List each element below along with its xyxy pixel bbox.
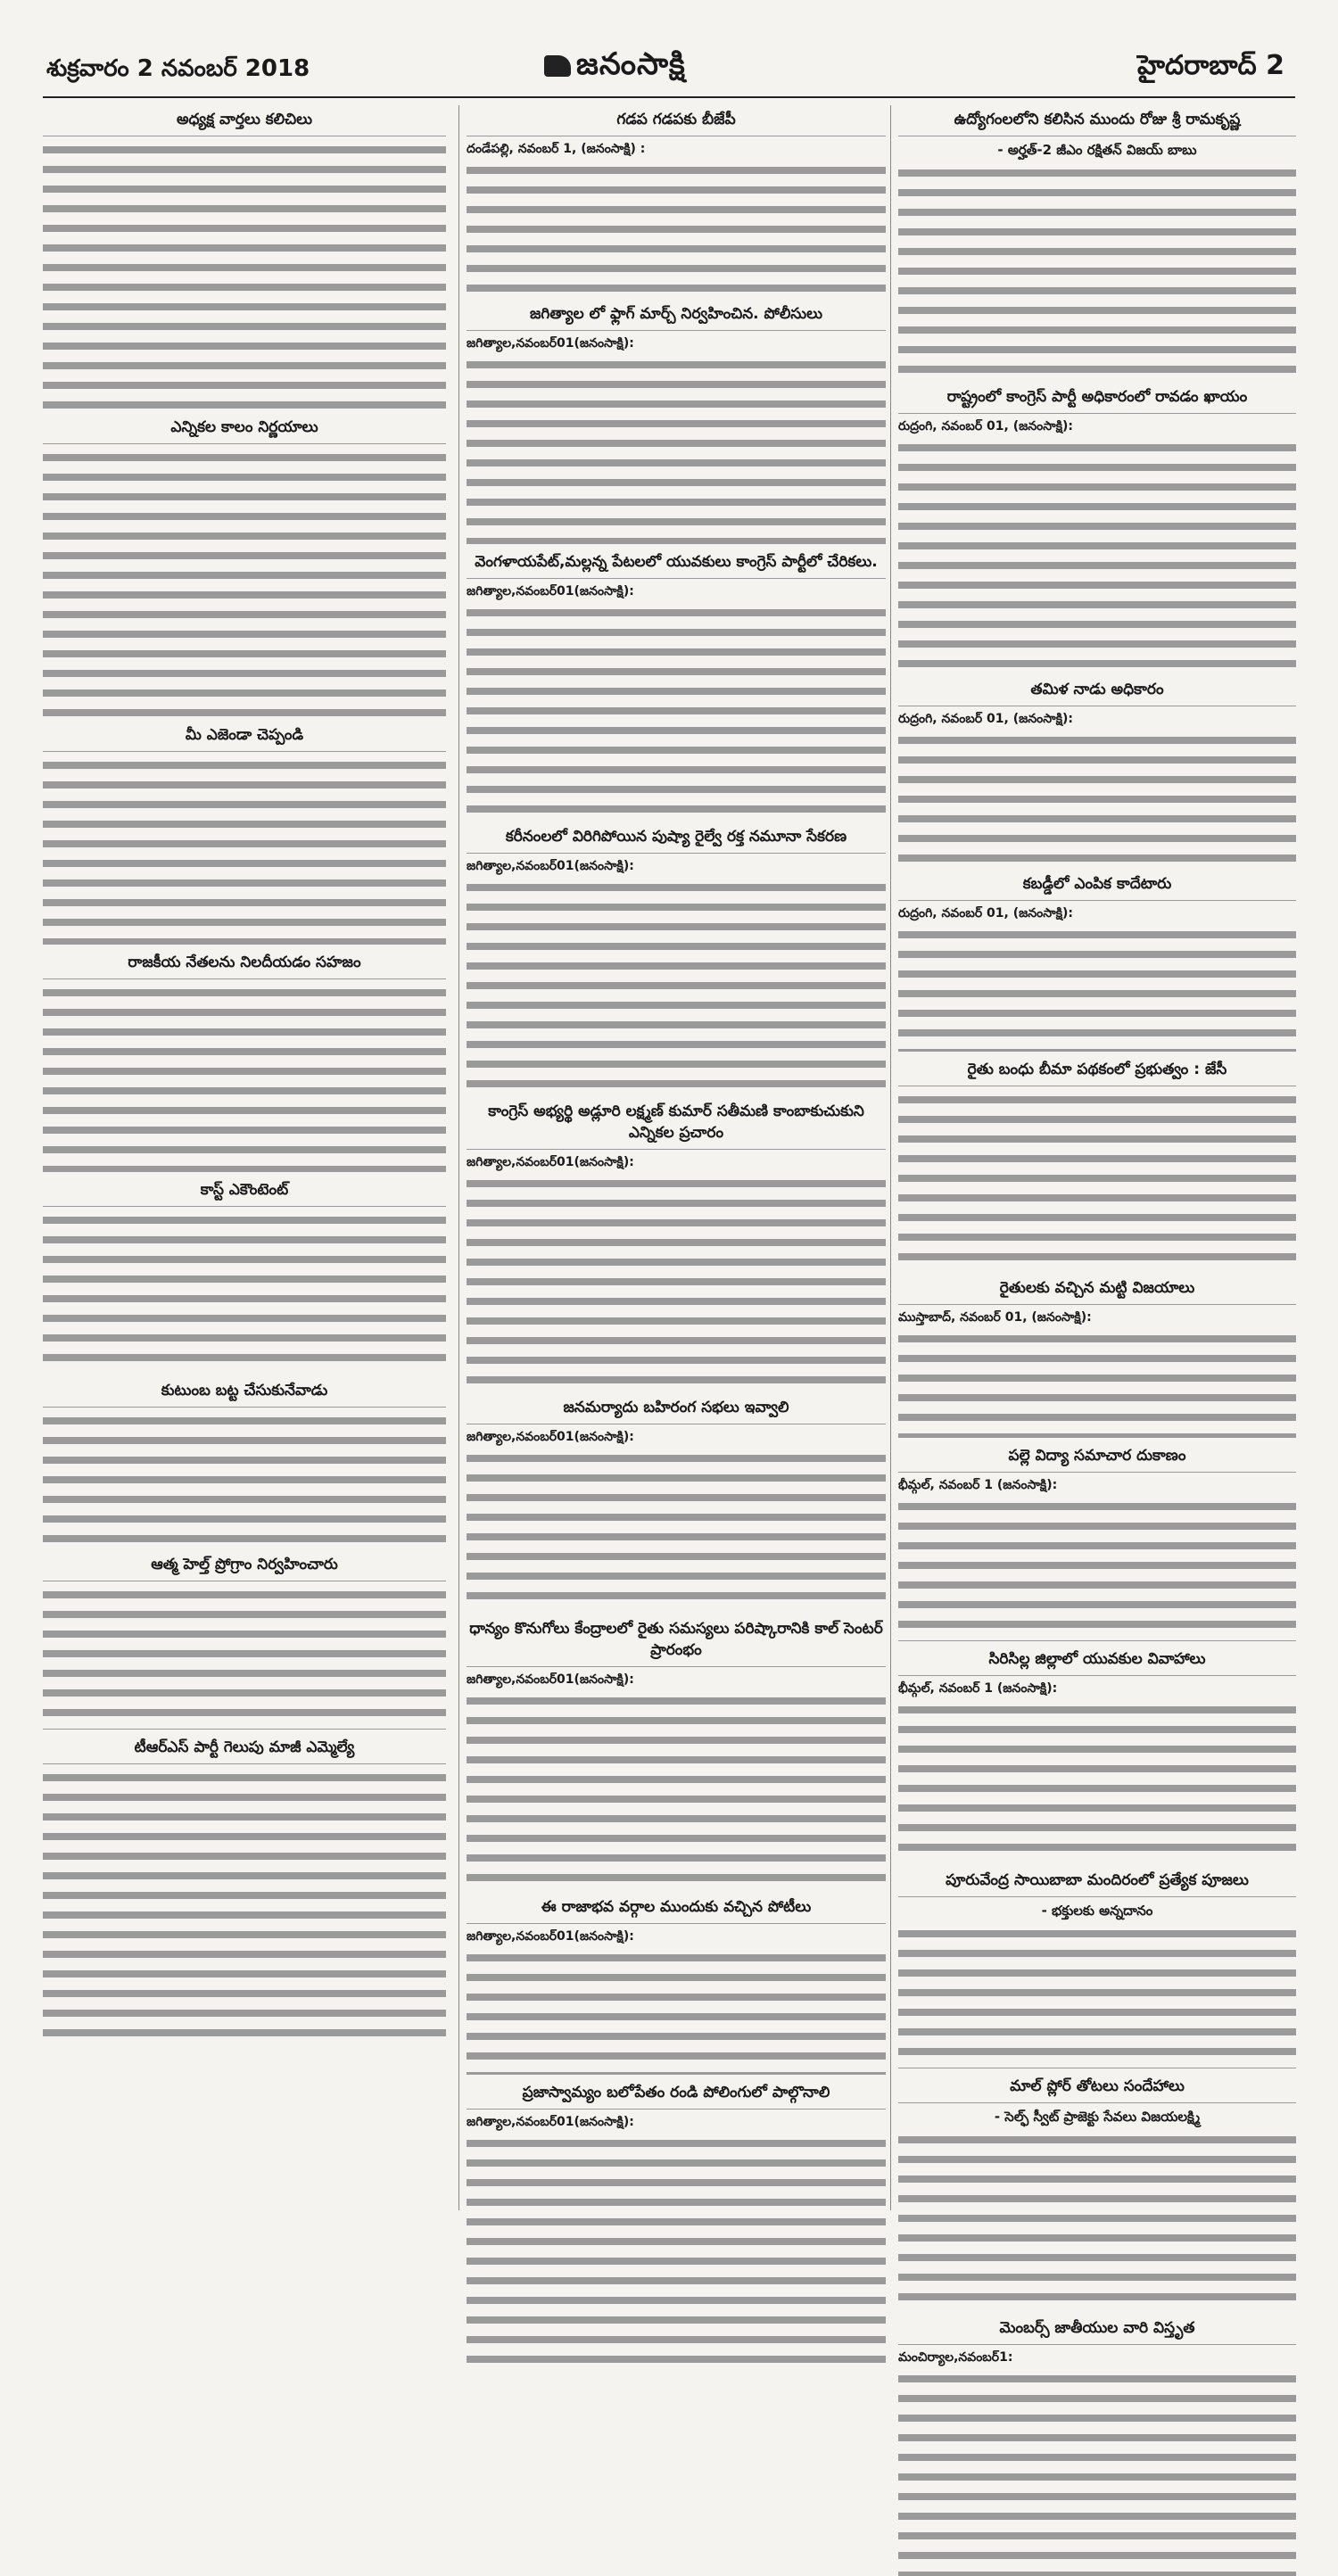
news-story bbox=[898, 388, 1296, 672]
news-story bbox=[467, 1898, 886, 2075]
story-headline: మీ ఎజెండా చెప్పండి bbox=[43, 726, 446, 752]
news-story bbox=[898, 875, 1296, 1052]
story-body-text bbox=[467, 2135, 886, 2367]
story-headline: అధ్యక్ష వార్తలు కలిచిలు bbox=[43, 111, 446, 136]
story-body-text bbox=[898, 1926, 1296, 2068]
news-story bbox=[43, 1181, 446, 1373]
story-headline: పూరువేంద్ర సాయిబాబా మందిరంలో ప్రత్యేక పూజలు bbox=[898, 1871, 1296, 1897]
story-body-text bbox=[43, 1212, 446, 1373]
news-story bbox=[43, 1738, 446, 2037]
news-story bbox=[467, 111, 886, 296]
story-dateline: ముస్తాబాద్, నవంబర్ 01, (జనంసాక్షి): bbox=[898, 1310, 1092, 1325]
story-headline: తమిళ నాడు అధికారం bbox=[898, 681, 1296, 706]
news-story bbox=[898, 1871, 1296, 2068]
column-3 bbox=[890, 105, 1296, 2365]
news-story bbox=[898, 111, 1296, 379]
story-headline: కాంగ్రెస్ అభ్యర్థి అడ్లూరి లక్ష్మణ్ కుమార్ సతీమణి కాంబాకుచుకుని ఎన్నికల ప్రచారం bbox=[467, 1102, 886, 1150]
news-story bbox=[898, 1650, 1296, 1862]
story-headline: సిరిసిల్ల జిల్లాలో యువకుల వివాహాలు bbox=[898, 1650, 1296, 1676]
story-body-text bbox=[467, 879, 886, 1094]
news-story bbox=[467, 553, 886, 819]
news-story bbox=[43, 954, 446, 1172]
news-story bbox=[467, 1102, 886, 1390]
story-body-text bbox=[898, 2132, 1296, 2310]
story-body-text bbox=[467, 1176, 886, 1390]
column-1 bbox=[43, 105, 446, 2210]
story-subheadline: - అర్హత్-2 జీఎం రక్షితన్ విజయ్ బాబు bbox=[997, 142, 1197, 158]
story-dateline: జగిత్యాల,నవంబర్01(జనంసాక్షి): bbox=[467, 336, 634, 351]
story-dateline: భీమ్గల్, నవంబర్ 1 (జనంసాక్షి): bbox=[898, 1478, 1058, 1492]
story-body-text bbox=[43, 142, 446, 409]
story-headline: రైతు బంధు బీమా పథకంలో ప్రభుత్వం : జేసీ bbox=[898, 1061, 1296, 1086]
story-body-text bbox=[43, 450, 446, 717]
story-headline: మాల్ ప్లోర్ తోటలు సందేహాలు bbox=[898, 2077, 1296, 2103]
story-dateline: రుద్రంగి, నవంబర్ 01, (జనంసాక్షి): bbox=[898, 712, 1074, 726]
column-2 bbox=[458, 105, 886, 2210]
story-body-text bbox=[898, 927, 1296, 1052]
page-header bbox=[0, 0, 1338, 98]
news-story bbox=[898, 1447, 1296, 1641]
story-body-text bbox=[467, 357, 886, 544]
news-story bbox=[467, 828, 886, 1094]
story-body-text bbox=[898, 1499, 1296, 1641]
story-headline: వెంగళాయపేట్,మల్లన్న పేటలలో యువకులు కాంగ్రెస్ పార్టీలో చేరికలు. bbox=[467, 553, 886, 579]
story-headline: కబడ్డీలో ఎంపిక కాదేటారు bbox=[898, 875, 1296, 901]
story-dateline: భీమ్గల్, నవంబర్ 1 (జనంసాక్షి): bbox=[898, 1681, 1058, 1696]
news-story bbox=[43, 418, 446, 717]
story-headline: ఈ రాజాభవ వర్గాల ముందుకు వచ్చిన పోటీలు bbox=[467, 1898, 886, 1924]
news-story bbox=[467, 305, 886, 544]
story-headline: ఎన్నికల కాలం నిర్ణయాలు bbox=[43, 418, 446, 444]
news-story bbox=[43, 1382, 446, 1547]
story-headline: కరీనంలలో విరిగిపోయిన పుష్యా రైల్వే రక్త నమూనా సేకరణ bbox=[467, 828, 886, 854]
story-subheadline: - భక్తులకు అన్నదానం bbox=[1041, 1903, 1153, 1919]
story-headline: మెంబర్స్ జాతీయుల వారి విస్తృత bbox=[898, 2319, 1296, 2345]
news-story bbox=[898, 2319, 1296, 2576]
story-body-text bbox=[43, 1770, 446, 2037]
header-rule bbox=[43, 96, 1295, 98]
news-story bbox=[898, 681, 1296, 866]
story-dateline: దండేపల్లి, నవంబర్ 1, (జనంసాక్షి) : bbox=[467, 142, 646, 156]
story-dateline: జగిత్యాల,నవంబర్01(జనంసాక్షి): bbox=[467, 1672, 634, 1687]
story-headline: టీఆర్ఎస్ పార్టీ గెలుపు మాజీ ఎమ్మెల్యే bbox=[43, 1738, 446, 1764]
story-headline: ధాన్యం కొనుగోలు కేంద్రాలలో రైతు సమస్యలు పరిష్కారానికి కాల్ సెంటర్ ప్రారంభం bbox=[467, 1620, 886, 1667]
story-body-text bbox=[898, 732, 1296, 866]
story-body-text bbox=[43, 1413, 446, 1547]
news-story bbox=[467, 1399, 886, 1611]
news-story bbox=[898, 1061, 1296, 1270]
story-body-text bbox=[898, 1702, 1296, 1862]
story-dateline: జగిత్యాల,నవంబర్01(జనంసాక్షి): bbox=[467, 584, 634, 599]
story-headline: జగిత్యాల లో ఫ్లాగ్ మార్చ్ నిర్వహించిన. పోలీసులు bbox=[467, 305, 886, 331]
issue-date: శుక్రవారం 2 నవంబర్ 2018 bbox=[46, 55, 310, 82]
story-headline: కుటుంబ బట్ట చేసుకునేవాడు bbox=[43, 1382, 446, 1408]
story-headline: పల్లె విద్యా సమాచార దుకాణం bbox=[898, 1447, 1296, 1473]
story-headline: రాజకీయ నేతలను నిలదీయడం సహజం bbox=[43, 954, 446, 979]
columns bbox=[43, 105, 1295, 2365]
story-dateline: జగిత్యాల,నవంబర్01(జనంసాక్షి): bbox=[467, 1155, 634, 1169]
story-body-text bbox=[898, 440, 1296, 672]
story-dateline: రుద్రంగి, నవంబర్ 01, (జనంసాక్షి): bbox=[898, 906, 1074, 921]
story-headline: రైతులకు వచ్చిన మట్టి విజయాలు bbox=[898, 1279, 1296, 1305]
story-headline: ప్రజాస్వామ్యం బలోపేతం రండి పోలింగులో పాల్గొనాలి bbox=[467, 2084, 886, 2110]
news-story bbox=[898, 1279, 1296, 1438]
story-headline: ఉద్యోగంలలోని కలిసిన ముందు రోజు శ్రీ రామకృష్ణ bbox=[898, 111, 1296, 136]
story-headline: ఆత్మ హెల్త్ ప్రోగ్రాం నిర్వహించారు bbox=[43, 1556, 446, 1581]
story-body-text bbox=[467, 1950, 886, 2075]
story-body-text bbox=[898, 2371, 1296, 2576]
news-story bbox=[43, 726, 446, 945]
story-dateline: జగిత్యాల,నవంబర్01(జనంసాక్షి): bbox=[467, 1929, 634, 1944]
story-body-text bbox=[43, 1587, 446, 1730]
story-headline: రాష్ట్రంలో కాంగ్రెస్ పార్టీ అధికారంలో రావడం ఖాయం bbox=[898, 388, 1296, 414]
story-headline: కాస్ట్ ఎకౌంటెంట్ bbox=[43, 1181, 446, 1207]
news-story bbox=[898, 2077, 1296, 2310]
masthead bbox=[544, 46, 686, 89]
city-page-number: హైదరాబాద్ 2 bbox=[1137, 50, 1284, 81]
news-story bbox=[43, 111, 446, 409]
story-dateline: రుద్రంగి, నవంబర్ 01, (జనంసాక్షి): bbox=[898, 419, 1074, 433]
news-story bbox=[467, 2084, 886, 2367]
story-body-text bbox=[43, 757, 446, 945]
pen-logo-icon bbox=[544, 55, 571, 77]
story-headline: జనమర్యాదు బహిరంగ సభలు ఇవ్వాలి bbox=[467, 1399, 886, 1424]
story-subheadline: - సెల్ఫ్ స్వీట్ ప్రాజెక్టు సేవలు విజయలక్ష్మి bbox=[994, 2109, 1201, 2125]
news-story bbox=[43, 1556, 446, 1730]
story-body-text bbox=[43, 985, 446, 1172]
story-dateline: జగిత్యాల,నవంబర్01(జనంసాక్షి): bbox=[467, 1430, 634, 1444]
story-body-text bbox=[467, 605, 886, 819]
story-body-text bbox=[898, 1092, 1296, 1270]
story-body-text bbox=[898, 165, 1296, 379]
story-dateline: జగిత్యాల,నవంబర్01(జనంసాక్షి): bbox=[467, 859, 634, 873]
story-body-text bbox=[467, 162, 886, 296]
story-body-text bbox=[467, 1450, 886, 1611]
story-dateline: జగిత్యాల,నవంబర్01(జనంసాక్షి): bbox=[467, 2115, 634, 2129]
masthead-title: జనంసాక్షి bbox=[576, 46, 686, 82]
story-dateline: మంచిర్యాల,నవంబర్1: bbox=[898, 2350, 1013, 2365]
story-body-text bbox=[467, 1693, 886, 1889]
story-body-text bbox=[898, 1331, 1296, 1438]
news-story bbox=[467, 1620, 886, 1889]
story-headline: గడప గడపకు బీజేపీ bbox=[467, 111, 886, 136]
